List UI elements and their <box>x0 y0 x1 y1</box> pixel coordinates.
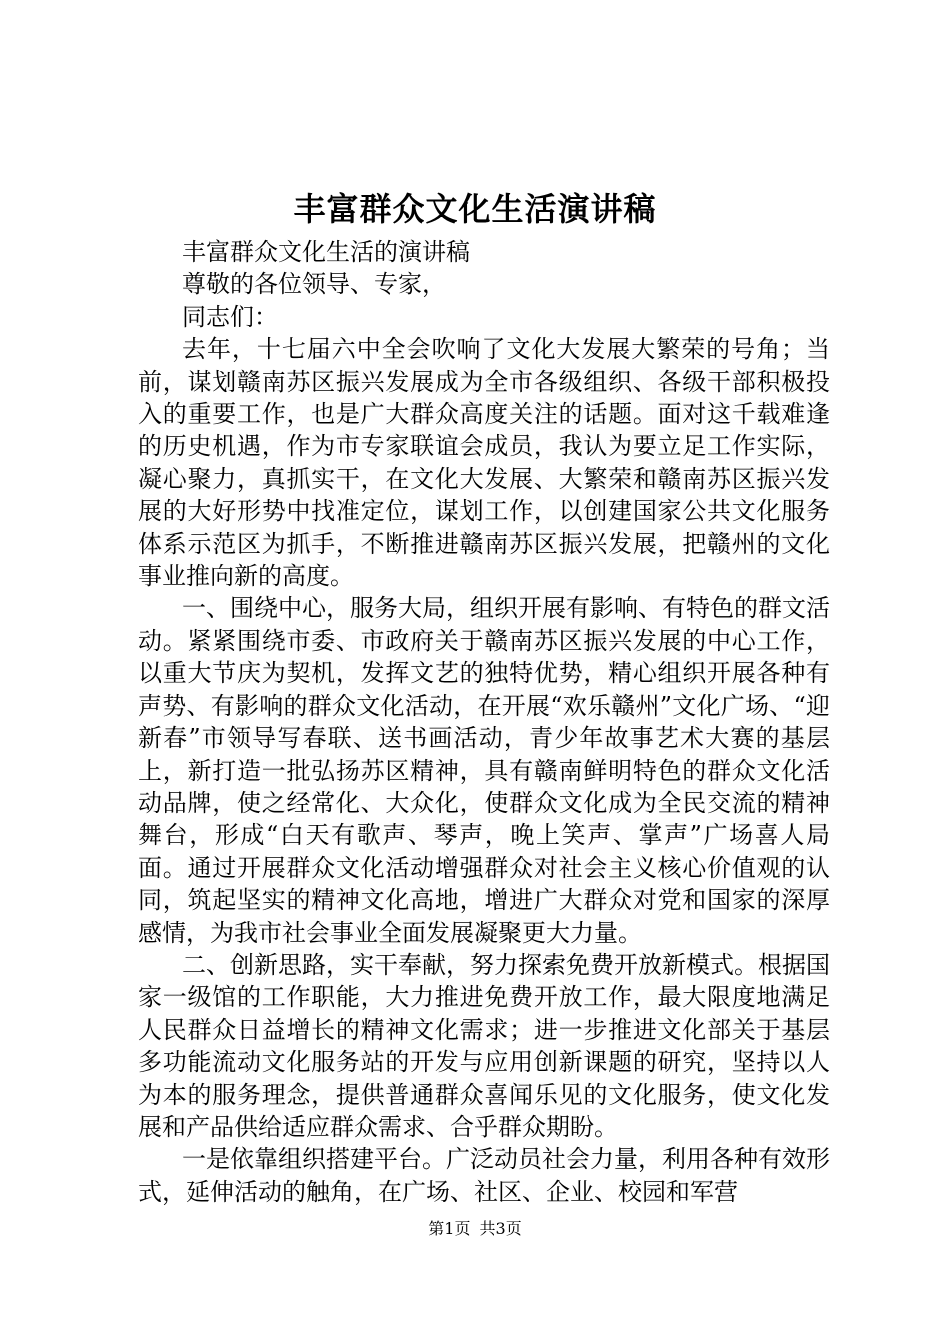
paragraph-subtitle: 丰富群众文化生活的演讲稿 <box>182 238 470 266</box>
paragraph-point-two: 二、创新思路，实干奉献，努力探索免费开放新模式。根据国家一级馆的工作职能，大力推进免费开放工作，最大限度地满足人民群众日益增长的精神文化需求；进一步推进文化部关于基层多功能流动文化服务站的开发与应用创新课题的研究，坚持以人为本的服务理念，提供普通群众喜闻乐见的文化服务，使文化发展和产品供给适应群众需求、合乎群众期盼。 <box>138 950 830 1141</box>
page-total: 共3页 <box>479 1219 522 1238</box>
page-footer <box>0 1216 950 1239</box>
paragraph-intro: 去年，十七届六中全会吹响了文化大发展大繁荣的号角；当前，谋划赣南苏区振兴发展成为全市各级组织、各级干部积极投入的重要工作，也是广大群众高度关注的话题。面对这千载难逢的历史机遇，作为市专家联谊会成员，我认为要立足工作实际，凝心聚力，真抓实干，在文化大发展、大繁荣和赣南苏区振兴发展的大好形势中找准定位，谋划工作，以创建国家公共文化服务体系示范区为抓手，不断推进赣南苏区振兴发展，把赣州的文化事业推向新的高度。 <box>138 335 830 591</box>
paragraph-greeting: 同志们： <box>182 302 278 331</box>
document-title: 丰富群众文化生活演讲稿 <box>293 190 657 228</box>
paragraph-point-one: 一、围绕中心，服务大局，组织开展有影响、有特色的群文活动。紧紧围绕市委、市政府关于赣南苏区振兴发展的中心工作，以重大节庆为契机，发挥文艺的独特优势，精心组织开展各种有声势、有影响的群众文化活动，在开展“欢乐赣州”文化广场、“迎新春”市领导写春联、送书画活动，青少年故事艺术大赛的基层上，新打造一批弘扬苏区精神，具有赣南鲜明特色的群众文化活动品牌，使之经常化、大众化，使群众文化成为全民交流的精神舞台，形成“白天有歌声、琴声，晚上笑声、掌声”广场喜人局面。通过开展群众文化活动增强群众对社会主义核心价值观的认同，筑起坚实的精神文化高地，增进广大群众对党和国家的深厚感情，为我市社会事业全面发展凝聚更大力量。 <box>138 594 830 947</box>
paragraph-salutation: 尊敬的各位领导、专家， <box>182 270 446 299</box>
paragraph-sub-point-one: 一是依靠组织搭建平台。广泛动员社会力量，利用各种有效形式，延伸活动的触角，在广场、社区、企业、校园和军营 <box>138 1145 830 1206</box>
document-body <box>138 236 830 1208</box>
page-number: 第1页 <box>428 1219 471 1238</box>
